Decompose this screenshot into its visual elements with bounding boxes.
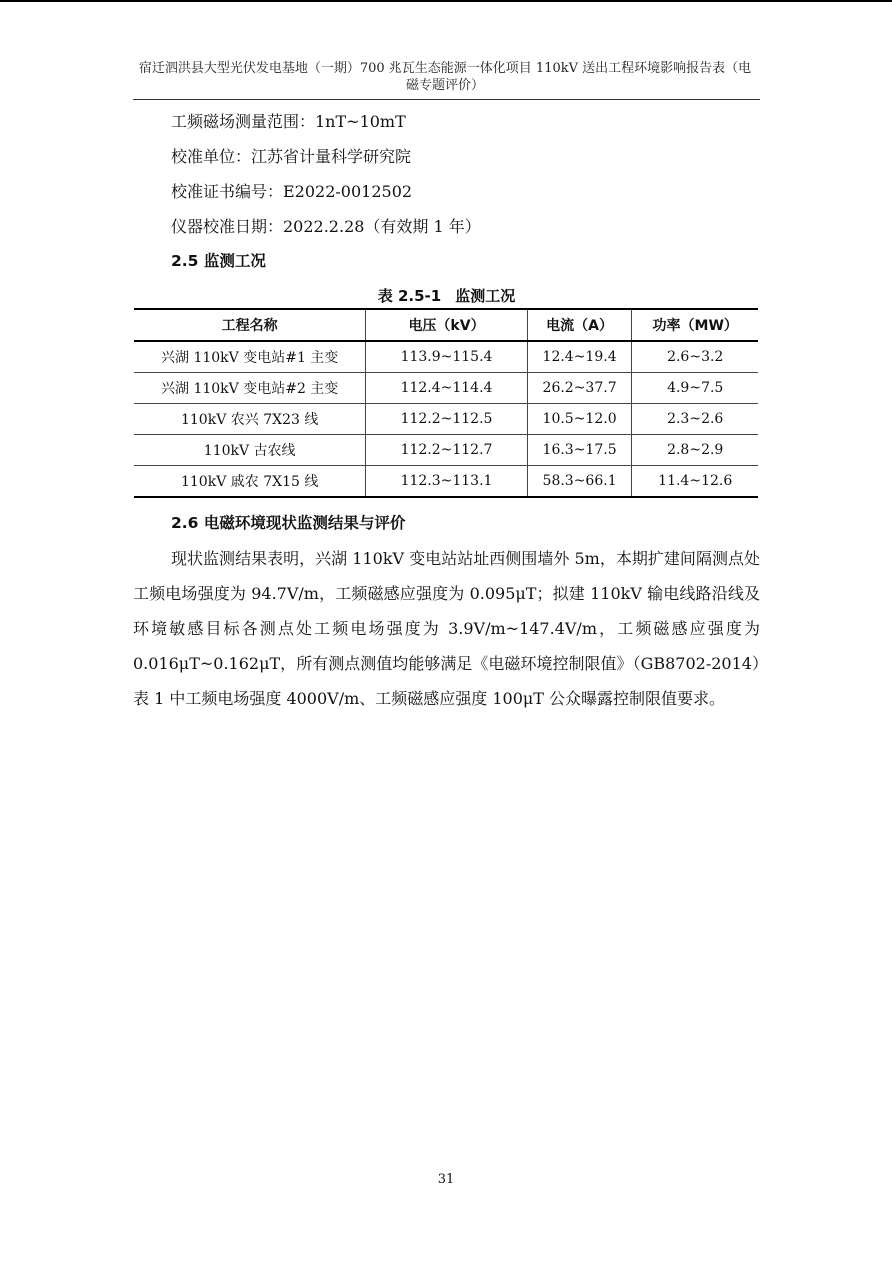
calibration-date-text: 仪器校准日期：2022.2.28（有效期 1 年）	[171, 217, 481, 236]
table-row	[134, 435, 758, 466]
cell-voltage: 112.2~112.5	[366, 404, 527, 435]
cell-power: 2.8~2.9	[632, 435, 758, 466]
header-title-line1: 宿迁泗洪县大型光伏发电基地（一期）700 兆瓦生态能源一体化项目 110kV 送出工程环境影响报告表（电	[138, 61, 752, 76]
cell-power: 2.3~2.6	[632, 404, 758, 435]
cell-voltage: 112.4~114.4	[366, 373, 527, 404]
table-caption	[133, 284, 760, 308]
cell-voltage: 112.2~112.7	[366, 435, 527, 466]
cell-current: 58.3~66.1	[527, 466, 632, 498]
cell-power: 2.6~3.2	[632, 341, 758, 373]
cell-project-name: 兴湖 110kV 变电站#2 主变	[134, 373, 366, 404]
cell-project-name: 110kV 农兴 7X23 线	[134, 404, 366, 435]
cell-current: 10.5~12.0	[527, 404, 632, 435]
table-row	[134, 373, 758, 404]
cell-power: 11.4~12.6	[632, 466, 758, 498]
column-header-voltage: 电压（kV）	[366, 309, 527, 341]
monitoring-conditions-table	[134, 308, 758, 498]
cell-voltage: 113.9~115.4	[366, 341, 527, 373]
table-caption-number: 表 2.5-1	[377, 287, 442, 305]
cell-current: 26.2~37.7	[527, 373, 632, 404]
calibration-unit-text: 校准单位：江苏省计量科学研究院	[171, 147, 412, 166]
monitoring-results-paragraph: 现状监测结果表明，兴湖 110kV 变电站站址西侧围墙外 5m，本期扩建间隔测点处工频电场强度为 94.7V/m，工频磁感应强度为 0.095μT；拟建 110kV 输电线路沿线及环境敏感目标各测点处工频电场强度为 3.9V/m~147.4V/m，工频磁感应强度为 0.016μT~0.162μT，所有测点测值均能够满足《电磁环境控制限值》（GB8702-2014）表 1 中工频电场强度 4000V/m、工频磁感应强度 100μT 公众曝露控制限值要求。	[133, 549, 760, 708]
page-number: 31	[437, 1172, 455, 1187]
section-heading-2-6: 2.6 电磁环境现状监测结果与评价	[171, 514, 406, 532]
cell-current: 16.3~17.5	[527, 435, 632, 466]
cell-voltage: 112.3~113.1	[366, 466, 527, 498]
column-header-project-name: 工程名称	[134, 309, 366, 341]
header-divider	[133, 99, 760, 100]
section-heading-2-5: 2.5 监测工况	[171, 252, 266, 270]
header-title-line2: 磁专题评价）	[405, 78, 484, 93]
certificate-number-text: 校准证书编号：E2022-0012502	[171, 182, 413, 201]
column-header-current: 电流（A）	[527, 309, 632, 341]
table-caption-title: 监测工况	[455, 287, 516, 305]
cell-project-name: 110kV 古农线	[134, 435, 366, 466]
table-row	[134, 341, 758, 373]
table-header-row	[134, 309, 758, 341]
cell-project-name: 兴湖 110kV 变电站#1 主变	[134, 341, 366, 373]
page-header	[130, 60, 760, 94]
cell-project-name: 110kV 戚农 7X15 线	[134, 466, 366, 498]
measure-range-text: 工频磁场测量范围：1nT~10mT	[171, 112, 406, 131]
table-row	[134, 404, 758, 435]
column-header-power: 功率（MW）	[632, 309, 758, 341]
page-content	[133, 104, 760, 732]
page-top-border	[0, 0, 892, 2]
cell-power: 4.9~7.5	[632, 373, 758, 404]
cell-current: 12.4~19.4	[527, 341, 632, 373]
table-row	[134, 466, 758, 498]
